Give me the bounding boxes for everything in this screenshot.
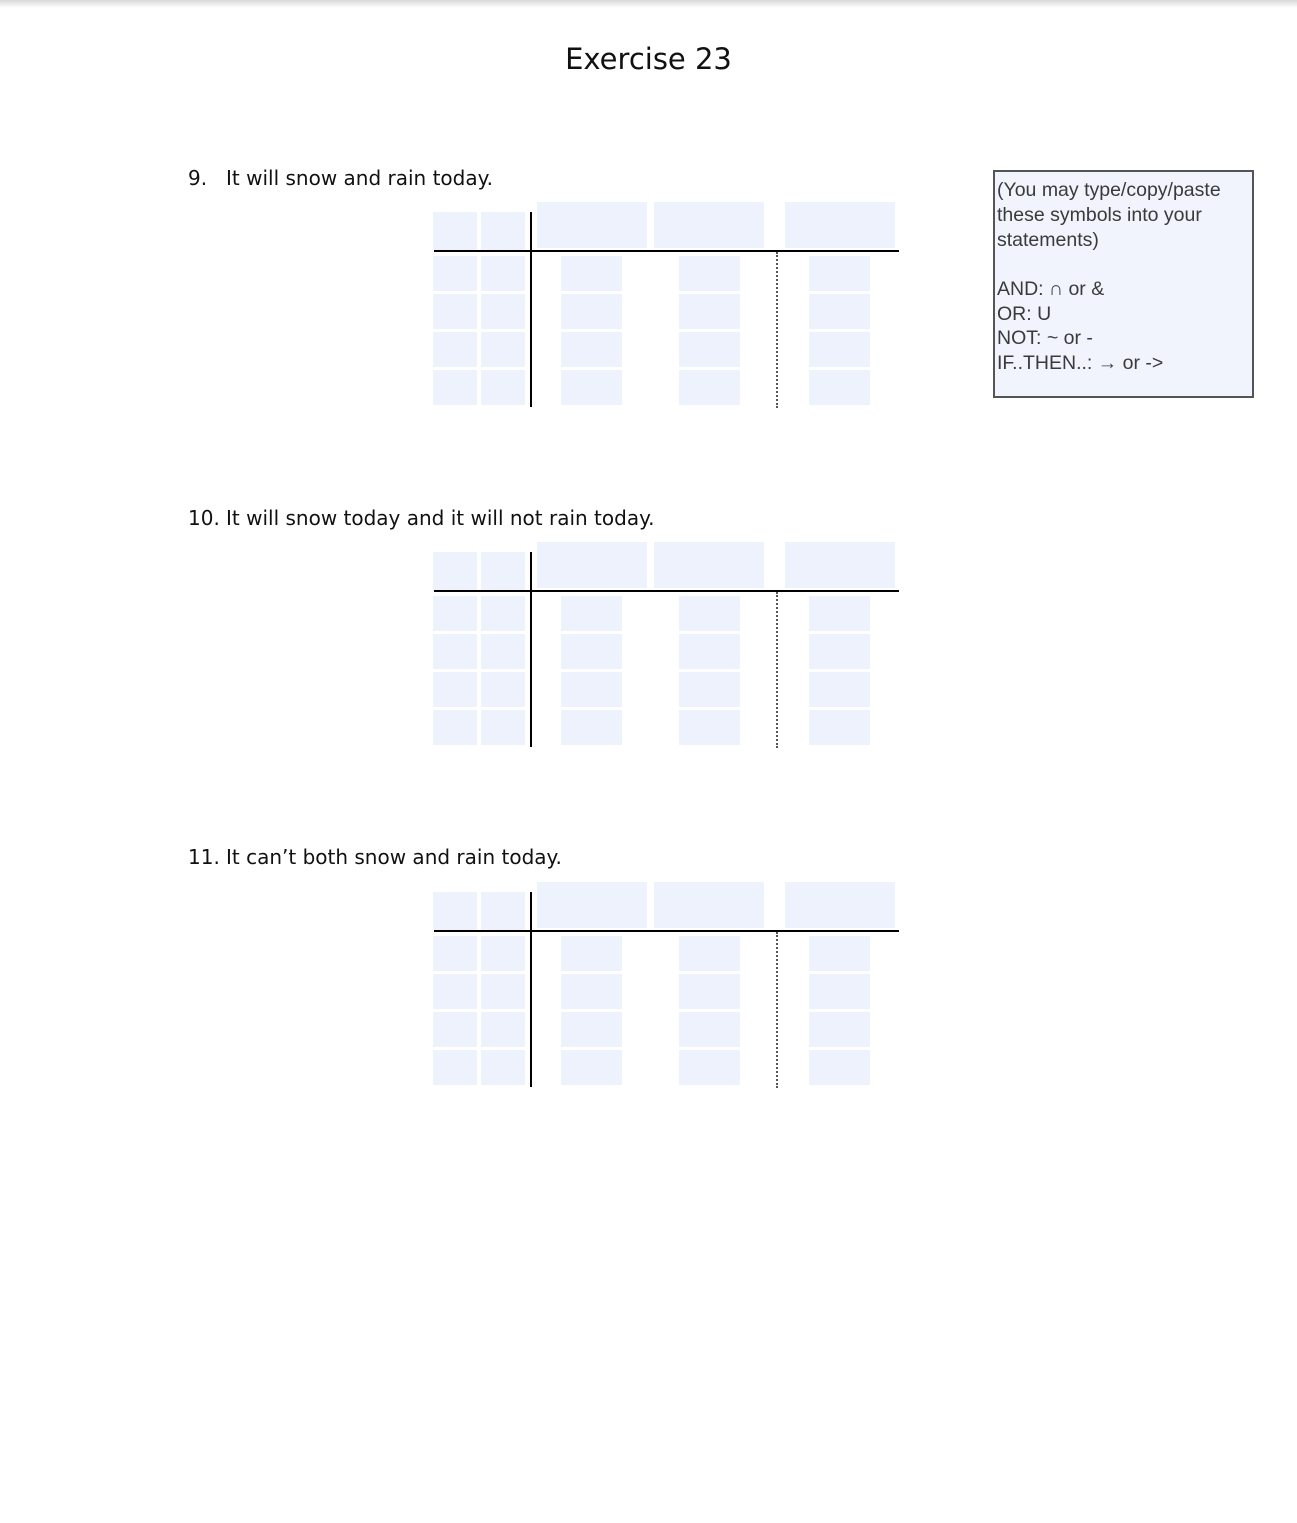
cell-p[interactable] bbox=[433, 332, 477, 367]
cell-col1[interactable] bbox=[561, 974, 622, 1009]
symbol-and: AND: ∩ or & bbox=[997, 278, 1105, 300]
cell-col2[interactable] bbox=[679, 672, 740, 707]
table-vertical-rule bbox=[530, 552, 532, 747]
cell-q[interactable] bbox=[481, 256, 525, 291]
question-9 bbox=[188, 166, 493, 190]
cell-col2[interactable] bbox=[679, 936, 740, 971]
question-text: It will snow today and it will not rain today. bbox=[226, 506, 655, 530]
header-cell-col1[interactable] bbox=[537, 202, 647, 248]
header-cell-col2[interactable] bbox=[654, 882, 764, 928]
cell-col2[interactable] bbox=[679, 634, 740, 669]
cell-col3[interactable] bbox=[809, 710, 870, 745]
symbol-or: OR: U bbox=[997, 302, 1052, 325]
cell-col2[interactable] bbox=[679, 1012, 740, 1047]
cell-p[interactable] bbox=[433, 672, 477, 707]
toolbar-shadow bbox=[0, 0, 1297, 8]
cell-col3[interactable] bbox=[809, 596, 870, 631]
cell-q[interactable] bbox=[481, 1012, 525, 1047]
cell-col1[interactable] bbox=[561, 370, 622, 405]
cell-col1[interactable] bbox=[561, 294, 622, 329]
header-cell-q[interactable] bbox=[481, 552, 525, 590]
symbols-note-box bbox=[993, 170, 1254, 398]
header-cell-col1[interactable] bbox=[537, 542, 647, 588]
cell-q[interactable] bbox=[481, 294, 525, 329]
cell-q[interactable] bbox=[481, 332, 525, 367]
cell-col1[interactable] bbox=[561, 1012, 622, 1047]
cell-q[interactable] bbox=[481, 936, 525, 971]
cell-q[interactable] bbox=[481, 1050, 525, 1085]
cell-col1[interactable] bbox=[561, 936, 622, 971]
table-vertical-rule bbox=[530, 212, 532, 407]
cell-col2[interactable] bbox=[679, 1050, 740, 1085]
header-cell-p[interactable] bbox=[433, 552, 477, 590]
cell-col1[interactable] bbox=[561, 710, 622, 745]
cell-p[interactable] bbox=[433, 974, 477, 1009]
cell-p[interactable] bbox=[433, 294, 477, 329]
header-cell-col3[interactable] bbox=[785, 542, 895, 588]
cell-col2[interactable] bbox=[679, 294, 740, 329]
question-10 bbox=[188, 506, 654, 530]
question-text: It will snow and rain today. bbox=[226, 166, 493, 190]
cell-col1[interactable] bbox=[561, 634, 622, 669]
cell-p[interactable] bbox=[433, 1050, 477, 1085]
cell-q[interactable] bbox=[481, 596, 525, 631]
cell-col1[interactable] bbox=[561, 672, 622, 707]
question-number: 10. bbox=[188, 506, 220, 530]
cell-col3[interactable] bbox=[809, 936, 870, 971]
table-dotted-rule bbox=[776, 932, 778, 1088]
table-vertical-rule bbox=[530, 892, 532, 1087]
symbol-not: NOT: ~ or - bbox=[997, 327, 1093, 349]
question-number: 9. bbox=[188, 166, 208, 190]
cell-col3[interactable] bbox=[809, 672, 870, 707]
cell-p[interactable] bbox=[433, 370, 477, 405]
header-cell-q[interactable] bbox=[481, 892, 525, 930]
question-text: It can’t both snow and rain today. bbox=[226, 845, 562, 869]
question-number: 11. bbox=[188, 845, 220, 869]
cell-col2[interactable] bbox=[679, 332, 740, 367]
cell-col3[interactable] bbox=[809, 332, 870, 367]
cell-col3[interactable] bbox=[809, 256, 870, 291]
cell-p[interactable] bbox=[433, 1012, 477, 1047]
symbol-if-then: IF..THEN..: → or -> bbox=[997, 351, 1164, 374]
page-title: Exercise 23 bbox=[565, 42, 732, 76]
cell-p[interactable] bbox=[433, 710, 477, 745]
header-cell-col3[interactable] bbox=[785, 882, 895, 928]
cell-col2[interactable] bbox=[679, 370, 740, 405]
cell-col1[interactable] bbox=[561, 596, 622, 631]
cell-col3[interactable] bbox=[809, 974, 870, 1009]
cell-p[interactable] bbox=[433, 936, 477, 971]
cell-p[interactable] bbox=[433, 256, 477, 291]
cell-q[interactable] bbox=[481, 672, 525, 707]
table-dotted-rule bbox=[776, 592, 778, 748]
header-cell-p[interactable] bbox=[433, 892, 477, 930]
note-line: statements) bbox=[997, 229, 1099, 251]
note-line: (You may type/copy/paste bbox=[997, 179, 1221, 201]
cell-q[interactable] bbox=[481, 370, 525, 405]
cell-q[interactable] bbox=[481, 710, 525, 745]
header-cell-q[interactable] bbox=[481, 212, 525, 250]
cell-col3[interactable] bbox=[809, 1012, 870, 1047]
header-cell-col2[interactable] bbox=[654, 542, 764, 588]
cell-col2[interactable] bbox=[679, 256, 740, 291]
header-cell-p[interactable] bbox=[433, 212, 477, 250]
cell-col1[interactable] bbox=[561, 1050, 622, 1085]
cell-col3[interactable] bbox=[809, 370, 870, 405]
cell-q[interactable] bbox=[481, 974, 525, 1009]
table-dotted-rule bbox=[776, 252, 778, 408]
cell-p[interactable] bbox=[433, 634, 477, 669]
question-11 bbox=[188, 845, 562, 869]
table-horizontal-rule bbox=[434, 250, 899, 252]
cell-col3[interactable] bbox=[809, 1050, 870, 1085]
table-horizontal-rule bbox=[434, 590, 899, 592]
table-horizontal-rule bbox=[434, 930, 899, 932]
cell-col3[interactable] bbox=[809, 294, 870, 329]
cell-col3[interactable] bbox=[809, 634, 870, 669]
cell-col2[interactable] bbox=[679, 974, 740, 1009]
cell-col2[interactable] bbox=[679, 596, 740, 631]
cell-q[interactable] bbox=[481, 634, 525, 669]
cell-col2[interactable] bbox=[679, 710, 740, 745]
cell-col1[interactable] bbox=[561, 332, 622, 367]
note-line: these symbols into your bbox=[997, 204, 1202, 226]
header-cell-col3[interactable] bbox=[785, 202, 895, 248]
header-cell-col1[interactable] bbox=[537, 882, 647, 928]
cell-p[interactable] bbox=[433, 596, 477, 631]
cell-col1[interactable] bbox=[561, 256, 622, 291]
header-cell-col2[interactable] bbox=[654, 202, 764, 248]
